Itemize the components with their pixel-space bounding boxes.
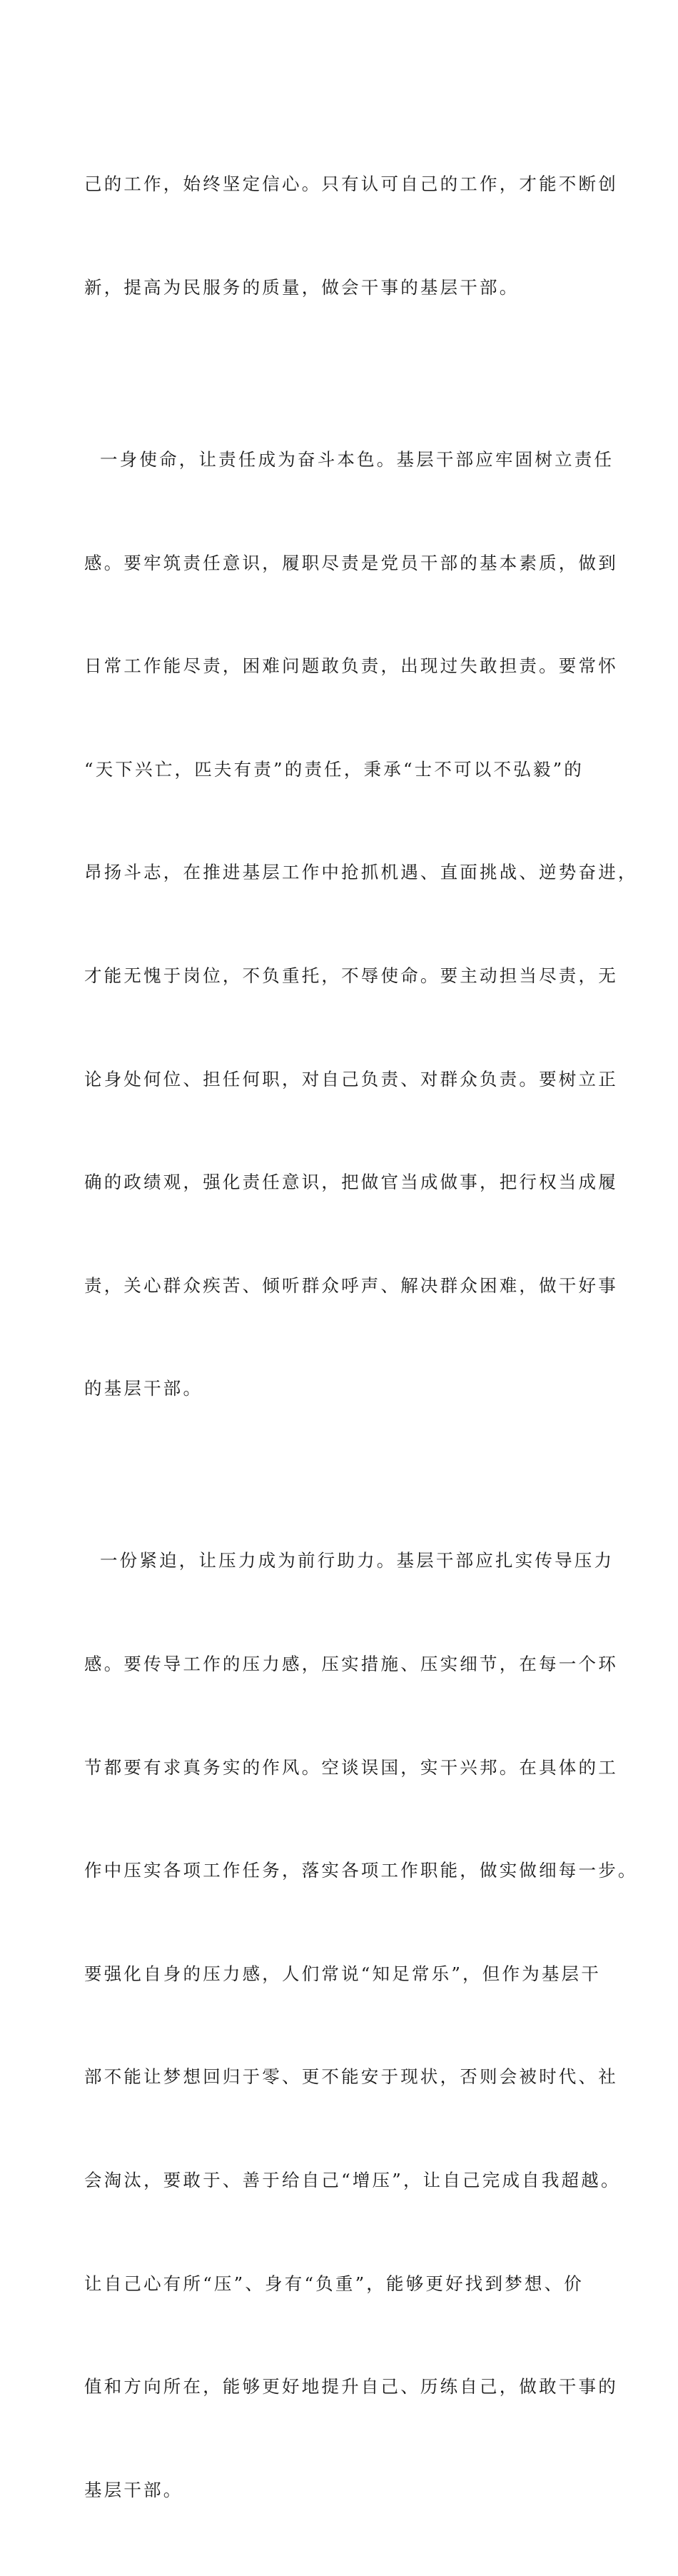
paragraph-1 bbox=[84, 99, 618, 374]
text-line: 日常工作能尽责，困难问题敢负责，出现过失敢担责。要常怀 bbox=[84, 655, 618, 677]
text-line: 新，提高为民服务的质量，做会干事的基层干部。 bbox=[84, 277, 520, 298]
text-line: 值和方向所在，能够更好地提升自己、历练自己，做敢干事的 bbox=[84, 2376, 618, 2398]
paragraph-2 bbox=[84, 374, 638, 1475]
paragraph-3 bbox=[84, 1475, 638, 2576]
text-line: 感。要传导工作的压力感，压实措施、压实细节，在每一个环 bbox=[84, 1653, 618, 1674]
text-line: 昂扬斗志，在推进基层工作中抢抓机遇、直面挑战、逆势奋进， bbox=[84, 862, 638, 883]
text-line: 的基层干部。 bbox=[84, 1378, 203, 1399]
text-line: 作中压实各项工作任务，落实各项工作职能，做实做细每一步。 bbox=[84, 1860, 638, 1881]
text-line: 感。要牢筑责任意识，履职尽责是党员干部的基本素质，做到 bbox=[84, 552, 618, 573]
text-line: 才能无愧于岗位，不负重托，不辱使命。要主动担当尽责，无 bbox=[84, 965, 618, 986]
text-line: 让自己心有所“压”、身有“负重”，能够更好找到梦想、价 bbox=[84, 2273, 584, 2294]
text-line: 一份紧迫，让压力成为前行助力。基层干部应扎实传导压力 bbox=[84, 1550, 614, 1571]
text-line: 己的工作，始终坚定信心。只有认可自己的工作，才能不断创 bbox=[84, 173, 618, 195]
text-line: “天下兴亡，匹夫有责”的责任，秉承“士不可以不弘毅”的 bbox=[84, 758, 584, 780]
text-line: 论身处何位、担任何职，对自己负责、对群众负责。要树立正 bbox=[84, 1068, 618, 1090]
text-line: 确的政绩观，强化责任意识，把做官当成做事，把行权当成履 bbox=[84, 1172, 618, 1193]
text-line: 责，关心群众疾苦、倾听群众呼声、解决群众困难，做干好事 bbox=[84, 1274, 618, 1296]
text-line: 会淘汰，要敢于、善于给自己“增压”，让自己完成自我超越。 bbox=[84, 2169, 621, 2190]
text-line: 部不能让梦想回归于零、更不能安于现状，否则会被时代、社 bbox=[84, 2066, 618, 2088]
document-body bbox=[84, 99, 638, 2576]
text-line: 节都要有求真务实的作风。空谈误国，实干兴邦。在具体的工 bbox=[84, 1756, 618, 1778]
text-line: 要强化自身的压力感，人们常说“知足常乐”，但作为基层干 bbox=[84, 1963, 601, 1984]
text-line: 一身使命，让责任成为奋斗本色。基层干部应牢固树立责任 bbox=[84, 449, 614, 470]
text-line: 基层干部。 bbox=[84, 2479, 183, 2500]
